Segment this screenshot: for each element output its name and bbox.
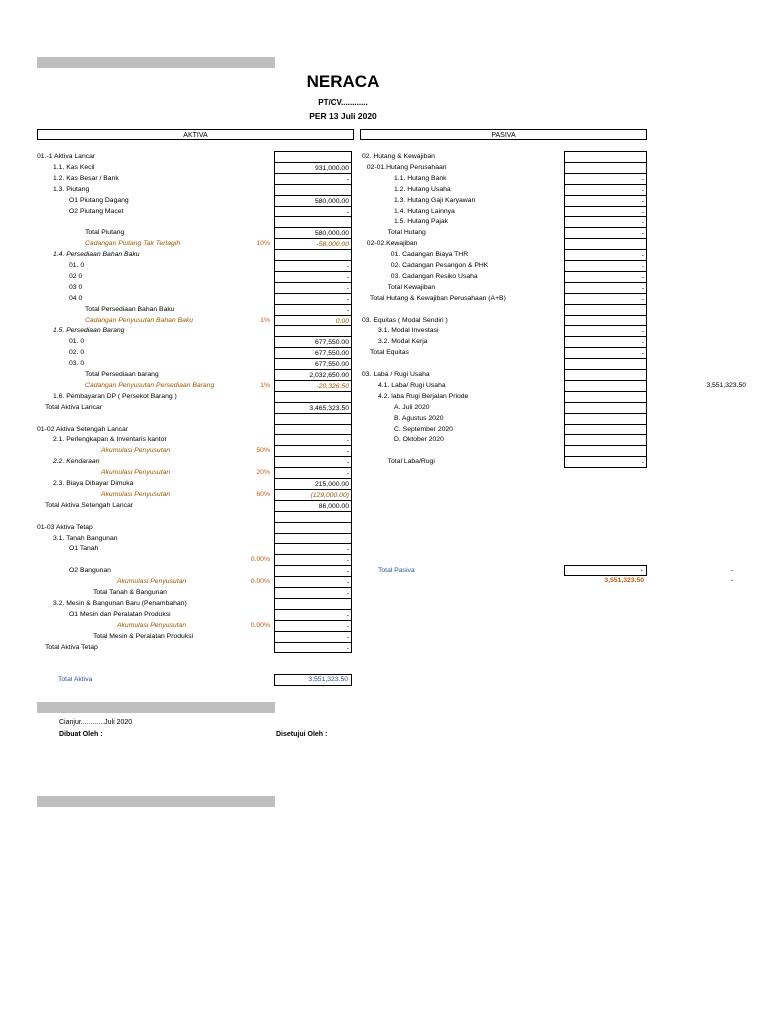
pasiva-row: [362, 347, 742, 358]
pasiva-label: 1.4. Hutang Lainnya: [394, 207, 455, 215]
pasiva-value: -: [564, 271, 647, 282]
aktiva-value: -20,326.50: [274, 380, 352, 391]
pasiva-row: [362, 402, 742, 413]
aktiva-value: 677,550.00: [274, 358, 352, 369]
pasiva-label: 3.2. Modal Kerja: [378, 338, 428, 346]
doc-title: NERACA: [306, 72, 380, 91]
pasiva-label: 01. Cadangan Biaya THR: [390, 251, 469, 259]
pasiva-row: [362, 369, 742, 380]
pasiva-row: [362, 391, 742, 402]
total-pasiva-extra-row: [362, 575, 742, 586]
pasiva-label: Total Hutang & Kewajiban Perusahaan (A+B): [370, 294, 506, 302]
pasiva-row: [362, 173, 742, 184]
pasiva-row: [362, 249, 742, 260]
pasiva-row: [362, 456, 742, 467]
pasiva-label: 03. Laba / Rugi Usaha: [362, 371, 430, 378]
total-aktiva-value: 3,551,323.50: [274, 674, 352, 686]
pasiva-label: D. Oktober 2020: [394, 436, 444, 444]
aktiva-label: 1.6. Pembayaran DP ( Persekot Barang ): [53, 392, 177, 400]
pasiva-header: PASIVA: [360, 129, 647, 140]
bottom-gray-bar: [37, 796, 275, 807]
middle-gray-bar: [37, 702, 275, 713]
aktiva-label: Total Persediaan barang: [85, 371, 159, 378]
aktiva-label: Total Mesin & Peralatan Produksi: [93, 632, 194, 640]
aktiva-value: -: [274, 609, 352, 620]
pasiva-label: Total Hutang: [387, 229, 426, 237]
aktiva-label: 3.1. Tanah Bangunan: [53, 534, 118, 542]
aktiva-value: -: [274, 271, 352, 282]
aktiva-label: 01. 0: [69, 262, 85, 269]
pasiva-value: -: [564, 347, 647, 358]
pasiva-label: 4.1. Laba/ Rugi Usaha: [378, 381, 446, 389]
aktiva-value: 3,465,323.50: [274, 402, 352, 413]
pasiva-value: -: [564, 260, 647, 271]
total-pasiva-extra: 3,551,323.50: [604, 577, 644, 584]
pasiva-value: -: [564, 195, 647, 206]
aktiva-value: -: [274, 434, 352, 445]
pasiva-value: -: [564, 336, 647, 347]
pasiva-row: [362, 424, 742, 435]
pasiva-label: 1.3. Hutang Gaji Karyawan: [394, 196, 476, 204]
pasiva-row: [362, 162, 742, 173]
aktiva-label: 01-03 Aktiva Tetap: [37, 523, 93, 531]
pasiva-row: [362, 434, 742, 445]
aktiva-label: Total Aktiva Setengah Lancar: [45, 501, 134, 509]
aktiva-label: Cadangan Piutang Tak Tertagih: [85, 240, 181, 248]
pasiva-outside-value: 3,551,323.50: [706, 381, 746, 389]
pasiva-label: 1.2. Hutang Usaha: [394, 185, 451, 193]
aktiva-value: -: [274, 173, 352, 184]
pasiva-row: [362, 260, 742, 271]
pasiva-row: [362, 151, 742, 162]
pasiva-label: 02-01.Hutang Perusahaan: [366, 163, 447, 171]
aktiva-value: 677,550.00: [274, 336, 352, 347]
pasiva-row: [362, 216, 742, 227]
aktiva-value: -: [274, 206, 352, 217]
pasiva-label: 1.5. Hutang Pajak: [394, 218, 449, 226]
aktiva-value: 0.00: [274, 315, 352, 326]
pasiva-value: -: [564, 293, 647, 304]
aktiva-label: 1.2. Kas Besar / Bank: [53, 174, 119, 182]
aktiva-label: Cadangan Penyusutan Persediaan Barang: [85, 381, 215, 389]
pasiva-row: [362, 195, 742, 206]
pasiva-label: B. Agustus 2020: [394, 414, 444, 422]
aktiva-value: -: [274, 576, 352, 587]
aktiva-value: -: [274, 456, 352, 467]
aktiva-value: -: [274, 293, 352, 304]
aktiva-value-column: [274, 151, 352, 653]
aktiva-label: Akumulasi Penyusutan: [101, 447, 171, 455]
pasiva-value: -: [564, 282, 647, 293]
pasiva-row: [362, 293, 742, 304]
pasiva-row: [362, 315, 742, 326]
aktiva-value: -: [274, 565, 352, 576]
aktiva-value: -: [274, 467, 352, 478]
aktiva-header: AKTIVA: [37, 129, 354, 140]
total-aktiva-label: Total Aktiva: [58, 676, 93, 683]
aktiva-percent: 60%: [256, 490, 270, 498]
aktiva-value: 931,000.00: [274, 162, 352, 173]
pasiva-label: 03. Equitas ( Modal Sendiri ): [362, 316, 448, 324]
pasiva-label: Total Laba/Rugi: [387, 458, 435, 466]
pasiva-label: Total Equitas: [370, 349, 409, 357]
pasiva-row: [362, 282, 742, 293]
aktiva-value: -: [274, 554, 352, 565]
aktiva-label: O2 Bangunan: [69, 567, 111, 575]
aktiva-label: 01.-1 Aktiva Lancar: [37, 153, 96, 160]
pasiva-label: 02. Hutang & Kewajiban: [362, 153, 435, 160]
aktiva-label: Total Aktiva Lancar: [45, 403, 103, 411]
top-gray-bar: [37, 57, 275, 68]
aktiva-label: 04 0: [69, 294, 83, 302]
aktiva-value: 677,550.00: [274, 347, 352, 358]
made-by-label: Dibuat Oleh :: [59, 731, 103, 738]
total-pasiva-label: Total Pasiva: [378, 567, 415, 574]
pasiva-label: A. Juli 2020: [394, 403, 430, 411]
pasiva-value-column: [564, 151, 647, 468]
pasiva-row: [362, 271, 742, 282]
aktiva-label: 1.1. Kas Kecil: [53, 163, 95, 171]
pasiva-row: [362, 184, 742, 195]
aktiva-percent: 0.00%: [250, 556, 270, 564]
aktiva-value: -: [274, 260, 352, 271]
aktiva-value: -: [274, 631, 352, 642]
aktiva-label: Cadangan Penyusutan Bahan Baku: [85, 316, 194, 324]
pasiva-label: 3.1. Modal Investasi: [378, 327, 439, 335]
aktiva-label: 2.3. Biaya Dibayar Dimuka: [53, 480, 134, 487]
aktiva-percent: 1%: [260, 381, 270, 389]
pasiva-value: -: [564, 184, 647, 195]
total-pasiva-outside2: -: [730, 577, 733, 584]
aktiva-label: O1 Tanah: [69, 545, 99, 553]
pasiva-row: [362, 413, 742, 424]
aktiva-percent: 0.00%: [250, 621, 270, 629]
aktiva-label: Akumulasi Penyusutan: [101, 490, 171, 498]
company-name: PT/CV............: [318, 98, 368, 107]
aktiva-value: 86,000.00: [274, 500, 352, 511]
pasiva-row: [362, 358, 742, 369]
aktiva-value: -: [274, 620, 352, 631]
pasiva-row: [362, 238, 742, 249]
aktiva-label: 1.4. Persediaan Bahan Baku: [53, 251, 140, 259]
total-pasiva-outside: -: [730, 567, 733, 574]
aktiva-value: -: [274, 543, 352, 554]
aktiva-value: 580,000.00: [274, 195, 352, 206]
pasiva-value: -: [564, 249, 647, 260]
pasiva-label: 02-02.Kewajiban: [366, 240, 418, 248]
aktiva-percent: 20%: [256, 469, 270, 477]
doc-date: PER 13 Juli 2020: [309, 111, 377, 121]
pasiva-value: -: [564, 206, 647, 217]
aktiva-value: -: [274, 587, 352, 598]
aktiva-label: 2.1. Perlengkapan & Inventaris kantor: [53, 436, 167, 444]
pasiva-value: -: [564, 173, 647, 184]
aktiva-label: Total Tanah & Bangunan: [93, 589, 167, 596]
total-aktiva-row: [37, 674, 357, 685]
pasiva-row: [362, 336, 742, 347]
aktiva-label: 01-02 Aktiva Setengah Lancar: [37, 425, 129, 433]
aktiva-percent: 50%: [256, 447, 270, 455]
aktiva-label: Akumulasi Penyusutan: [117, 578, 187, 586]
pasiva-value: -: [564, 325, 647, 336]
aktiva-value: -: [274, 642, 352, 653]
aktiva-label: 03 0: [69, 283, 83, 291]
pasiva-label: 1.1. Hutang Bank: [394, 174, 447, 182]
aktiva-percent: 10%: [256, 240, 270, 248]
aktiva-label: Akumulasi Penyusutan: [117, 621, 187, 629]
aktiva-value: 580,000.00: [274, 227, 352, 238]
aktiva-value: (129,000.00): [274, 489, 352, 500]
aktiva-label: 01. 0: [69, 338, 85, 346]
aktiva-label: 2.2. Kendaraan: [53, 458, 100, 466]
total-pasiva-value: -: [564, 565, 647, 576]
pasiva-label: 03. Cadangan Resiko Usaha: [390, 272, 478, 280]
aktiva-value: -: [274, 304, 352, 315]
place-date: Cianjur............Juli 2020: [59, 719, 133, 726]
pasiva-row: [362, 304, 742, 315]
aktiva-value: 2,032,650.00: [274, 369, 352, 380]
pasiva-row: [362, 380, 746, 391]
aktiva-label: 1.3. Piutang: [53, 185, 90, 193]
pasiva-label: 02. Cadangan Pesangon & PHK: [390, 262, 489, 269]
pasiva-row: [362, 445, 742, 456]
aktiva-value: -: [274, 282, 352, 293]
aktiva-label: Total Piutang: [85, 229, 125, 237]
pasiva-value: -: [564, 216, 647, 227]
aktiva-label: 1.5. Persediaan Barang: [53, 327, 125, 335]
approved-by-label: Disetujui Oleh :: [276, 731, 328, 738]
aktiva-label: O1 Piutang Dagang: [69, 196, 129, 204]
aktiva-label: 03. 0: [69, 360, 85, 368]
aktiva-label: O1 Mesin dan Peralatan Produksi: [69, 610, 171, 618]
aktiva-label: Akumulasi Penyusutan: [101, 469, 171, 477]
aktiva-label: Total Aktiva Tetap: [45, 643, 98, 651]
aktiva-value: 215,000.00: [274, 478, 352, 489]
pasiva-value: -: [564, 227, 647, 238]
aktiva-label: 02 0: [69, 272, 83, 280]
pasiva-label: 4.2. laba Rugi Berjalan Priode: [378, 392, 469, 400]
pasiva-label: C. September 2020: [394, 425, 453, 433]
pasiva-row: [362, 325, 742, 336]
aktiva-percent: 0.00%: [250, 578, 270, 586]
aktiva-label: 3.2. Mesin & Bangunan Baru (Penambahan): [53, 599, 187, 607]
aktiva-value: -: [274, 445, 352, 456]
pasiva-value: -: [564, 456, 647, 467]
pasiva-label: Total Kewajiban: [387, 283, 436, 291]
aktiva-label: 02. 0: [69, 349, 85, 357]
aktiva-percent: 1%: [260, 316, 270, 324]
aktiva-value: -58,000.00: [274, 238, 352, 249]
pasiva-row: [362, 227, 742, 238]
aktiva-label: Total Persediaan Bahan Baku: [85, 305, 175, 313]
pasiva-row: [362, 206, 742, 217]
aktiva-label: O2 Piutang Macet: [69, 207, 124, 215]
